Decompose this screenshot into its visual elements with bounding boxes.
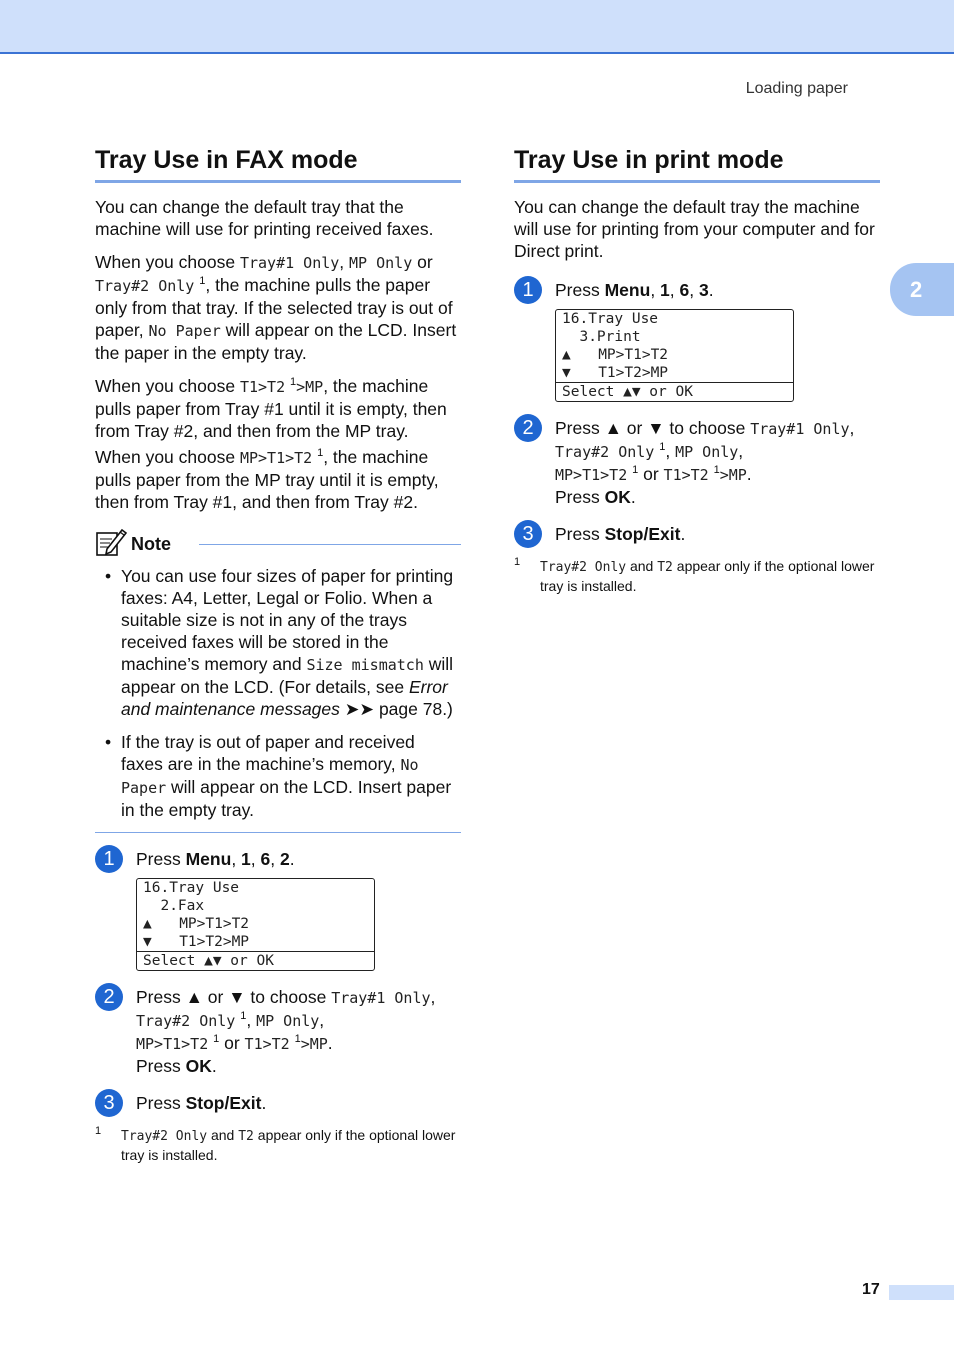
footnote: 1 Tray#2 Only and T2 appear only if the optional lower tray is installed. (95, 1125, 456, 1163)
fax-para-2: When you choose T1>T2 $^1$>MP, the machine pulls paper from Tray #1 until it is empty, then from Tray #2, and then from the MP tray. (95, 376, 447, 441)
note-header (95, 527, 461, 557)
down-arrow-icon: ▼ (647, 418, 665, 438)
page-number: 17 (862, 1281, 880, 1298)
up-arrow-icon: ▲ (143, 916, 152, 932)
step-number-icon: 1 (514, 276, 542, 304)
header-bar (0, 0, 954, 54)
note-item: • If the tray is out of paper and received faxes are in the machine’s memory, No Paper will appear on the LCD. Insert paper in the empty tray. (121, 731, 461, 821)
footnote: 1 Tray#2 Only and T2 appear only if the optional lower tray is installed. (514, 556, 875, 594)
print-mode-section (514, 145, 880, 595)
fax-mode-section (95, 145, 461, 1164)
fax-para-3: When you choose MP>T1>T2 $^1$, the machine pulls paper from the MP tray until it is empty, then from Tray #1, and then from Tray #2. (95, 447, 439, 512)
fax-step-1: 1 Press Menu, 1, 6, 2. 16.Tray Use 2.Fax ▲ MP>T1>T2 ▼ T1>T2>MP Select ▲▼ or OK (95, 845, 461, 971)
step-number-icon: 1 (95, 845, 123, 873)
step-number-icon: 2 (95, 983, 123, 1011)
step-number-icon: 3 (95, 1089, 123, 1117)
down-arrow-icon: ▼ (143, 934, 152, 950)
down-arrow-icon: ▼ (562, 365, 571, 381)
print-step-3: 3 Press Stop/Exit. (514, 520, 880, 545)
note-title: Note (131, 534, 171, 554)
print-step-2: 2 Press ▲ or ▼ to choose Tray#1 Only, Tray#2 Only $^1$, MP Only, MP>T1>T2 $^1$ or T1>T2 $^1$>MP. Press OK. (514, 414, 880, 508)
fax-step-2: 2 Press ▲ or ▼ to choose Tray#1 Only, Tray#2 Only $^1$, MP Only, MP>T1>T2 $^1$ or T1>T2 $^1$>MP. Press OK. (95, 983, 461, 1077)
print-intro: You can change the default tray the machine will use for printing from your computer and for Direct print. (514, 197, 875, 261)
step-number-icon: 2 (514, 414, 542, 442)
lcd-display: 16.Tray Use 2.Fax ▲ MP>T1>T2 ▼ T1>T2>MP Select ▲▼ or OK (136, 878, 375, 971)
note-list (95, 565, 461, 821)
note-divider (199, 544, 461, 545)
note-end-divider (95, 832, 461, 833)
up-arrow-icon: ▲ (185, 987, 203, 1007)
step-number-icon: 3 (514, 520, 542, 548)
note-item: • You can use four sizes of paper for printing faxes: A4, Letter, Legal or Folio. When a suitable size is not in any of the trays received faxes will be stored in the machine’s memory and Size mismatch will appear on the LCD. (For details, see Error and maintenance messages ➤➤ page 78.) (121, 565, 461, 720)
page-number-bar (889, 1285, 954, 1300)
running-head: Loading paper (745, 80, 848, 97)
up-arrow-icon: ▲ (604, 418, 622, 438)
fax-mode-title: Tray Use in FAX mode (95, 145, 461, 183)
lcd-display: 16.Tray Use 3.Print ▲ MP>T1>T2 ▼ T1>T2>MP Select ▲▼ or OK (555, 309, 794, 402)
print-step-1: 1 Press Menu, 1, 6, 3. 16.Tray Use 3.Print ▲ MP>T1>T2 ▼ T1>T2>MP Select ▲▼ or OK (514, 276, 880, 402)
chapter-tab[interactable]: 2 (890, 263, 954, 316)
fax-intro: You can change the default tray that the machine will use for printing received faxes. (95, 197, 434, 239)
down-arrow-icon: ▼ (228, 987, 246, 1007)
print-mode-title: Tray Use in print mode (514, 145, 880, 183)
note-pencil-icon (95, 527, 127, 557)
fax-para-1: When you choose Tray#1 Only, MP Only or Tray#2 Only $^1$, the machine pulls the paper only from that tray. If the selected tray is out of paper, No Paper will appear on the LCD. Insert the paper in the empty tray. (95, 252, 457, 363)
fax-step-3: 3 Press Stop/Exit. (95, 1089, 461, 1114)
up-arrow-icon: ▲ (562, 347, 571, 363)
